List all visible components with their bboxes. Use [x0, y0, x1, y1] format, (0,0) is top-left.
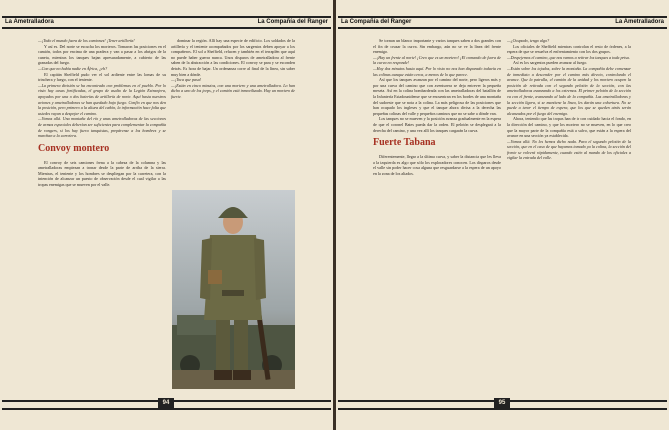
right-page — [336, 0, 669, 430]
left-column-2 — [171, 38, 295, 100]
right-page-number: 95 — [494, 398, 510, 408]
left-running-header — [2, 16, 331, 29]
soldier-figure-photo — [172, 190, 295, 389]
paragraph: Los oficiales de Sheffield mientras controlan el resto de órdenes, a la espera de que se resuelva el enfrentamiento con los dos grupos. — [507, 43, 631, 55]
paragraph: —Vamos allá. No les hemos dicho nada. Para el segundo pelotón de la sección, que en el caso de que hayamos tomado ya la colina, la sección del frente se volverá rápidamente, cuando estén al mando de los oficiales a vigilar la entrada del valle. — [507, 138, 631, 161]
paragraph: —¡Todo el mundo fuera de los camiones! ¡Tener artillería! — [38, 38, 135, 43]
paragraph: —¡Hay un frente al norte! ¡Creo que es un mortero! ¡El comando de fuera de la curva no responde! — [373, 54, 501, 66]
paragraph: —Vamos allá. Una montaña del río y unas ametralladoras de las secciones de armas especiales deberían ser suficientes para complementar la compañía de rangers, si los hay fuera tanquistas, prepárense a los hombres y se marchan a la carretera. — [38, 116, 166, 139]
paragraph: —¡Toca que pasa! — [171, 77, 202, 83]
left-column-1 — [38, 38, 166, 188]
paragraph: dominar la región. Allí hay una especie de edificio. Los soldados de la artillería y el teniente acompañados por los sargentos deben apoyar a los compañeros. El sol a Sheffield, relucen y también en el terraplén que aquí no puede haber guerra nunca. Unos disparos de ametralladora al frente saben de la abstracción a las condiciones. El convoy se para y se esconden detrás. Es hora de bajar. Un ordenanza corre al final de la línea, sin saber muy bien a dónde. — [171, 38, 295, 77]
left-header-left: La Ametralladora — [5, 19, 54, 25]
section-heading: Fuerte Tabana — [373, 137, 436, 149]
soldier-figure-illustration — [172, 190, 295, 389]
paragraph: —Están sobre los tejados, sobre la montaña. La compañía debe comenzar de inmediato a descender por el camino más directo, controlando el avance. Que la patrulla, el camión de la unidad y los mortero ocupen la posición de retirada con el segundo pelotón de la sección, con las ametralladoras avanzando a los extremos. El primer pelotón de la sección va con el frente, avanzando al lado de la compañía. Las ametralladoras y la sección ligera, si se mantiene la línea, les darán una cobertura. No se puede a tener el tiempo de espera, que los que se queden atrás serán alcanzados por el fuego del enemigo. — [507, 65, 631, 116]
paragraph: —Con que no había nadie en África, ¿eh? — [38, 65, 108, 71]
paragraph: —¿Ocupado, tengo algo? — [507, 38, 550, 43]
paragraph: —Hay dos minutos hasta aquí. Por lo visto no nos han disparado todavía en las colinas aunque están cerca, a menos de lo que parece. — [373, 65, 501, 77]
right-header-left: La Compañía del Ranger — [341, 19, 412, 25]
paragraph: —Despejemos el camino, que nos vamos a retirar los tanques a toda prisa. — [507, 54, 630, 60]
paragraph: Diferentemente, llegar a la última curva, y saber la distancia que les lleva a la izquierda es algo que sólo los exploradores conocen. Los disparos desde el valle sin poder hacer cosa alguna que resguardarse a la espera de un apoyo en la zona de los aliados. — [373, 154, 501, 176]
paragraph: Los tanques no se mueven y la posición avanza gradualmente en la espera de que el coronel Bates pueda dar la orden. El pelotón se desplegará a la derecha del camino, y una vez allí los tanques cargarán la curva. — [373, 116, 501, 133]
right-column-1 — [373, 38, 501, 176]
paragraph: —La primera división se ha encontrado con problemas en el pueblo. Por lo visto hay casas fortificadas, el grupo de asalto de la Legión Extranjera, apoyados por una o dos baterías de artillería de norte. Aquí hasta nuestros aviones y ametralladoras se han quedado bajo fuego. Confío en que nos den la posición, pero primero a la altura del cañón, la información hace falta que ustedes vayan a despejar el camino. — [38, 82, 166, 116]
paragraph: Y así es. Del norte se escucha los morteros. Tomaron las posiciones en el camión, todos por encima de una pradera y van a pasar a los abrigos de la cuneta, mientras los tanques bajan apresuradamente, a cubierto de las granadas del fuego. — [38, 43, 166, 66]
right-header-right: La Ametralladora — [615, 19, 664, 25]
paragraph: Ahora, teniendo que las tropas han de ir con cuidado hacia el fondo, en la dirección del camino, y que los mortero no se mueven, en lo que creo que la mayor parte de la compañía está a salvo, que están a la espera del avance en una sección ya establecida. — [507, 116, 631, 139]
right-running-header — [338, 16, 667, 29]
paragraph: Así es los sargentos pueden avanzar al fuego. — [513, 60, 588, 66]
paragraph: Así que los tanques avanzan por el camino del norte, pero ligeros más y por una curva del camino que con aventurera se deja entrever la pequeña meseta. Así en la colina bombardeada con las ametralladoras del batallón de la Infantería Estadounidense que se encuentran en los bordes de una montaña del sudoeste que se nota a la colina. La más peligrosa de las posiciones que han ocupado los ingleses y que el tanque ahora divisa a la derecha las pequeñas colinas del valle y pequeños caminos que no se sabe a dónde van. — [373, 77, 501, 116]
left-header-right: La Compañía del Ranger — [257, 19, 328, 25]
left-page-number: 94 — [158, 398, 174, 408]
section-heading: Convoy montero — [38, 142, 110, 154]
paragraph: Se tornan un blanco importante y varios tanques saben a dos grandes con el fin de cruzar la curva. Sin embargo, aún no se ve la línea del frente enemigo. — [373, 38, 501, 55]
right-column-2 — [507, 38, 631, 161]
paragraph: El capitán Sheffield pudo ver el sol ardiente entre las lomas de su trinchera y luego, con el teniente. — [38, 71, 166, 83]
left-page — [0, 0, 333, 430]
paragraph: —¡Están en cinco minutos, con una mortero y una ametralladora. Lo han dicho a uno de los jeeps, y el camión está inmovilizado. Hay un mortero de fuerte. — [171, 82, 295, 99]
paragraph: El convoy de seis camiones frena a la cabeza de la columna y las ametralladoras empiezan a tronar desde la parte de arriba de la sierra. Mientras, el teniente y los hombres se despliegan por la carretera, con la intención de alcanzar un puesto de observación desde el cual vigilar a las tropas enemigas que se mueven por el valle. — [38, 159, 166, 188]
